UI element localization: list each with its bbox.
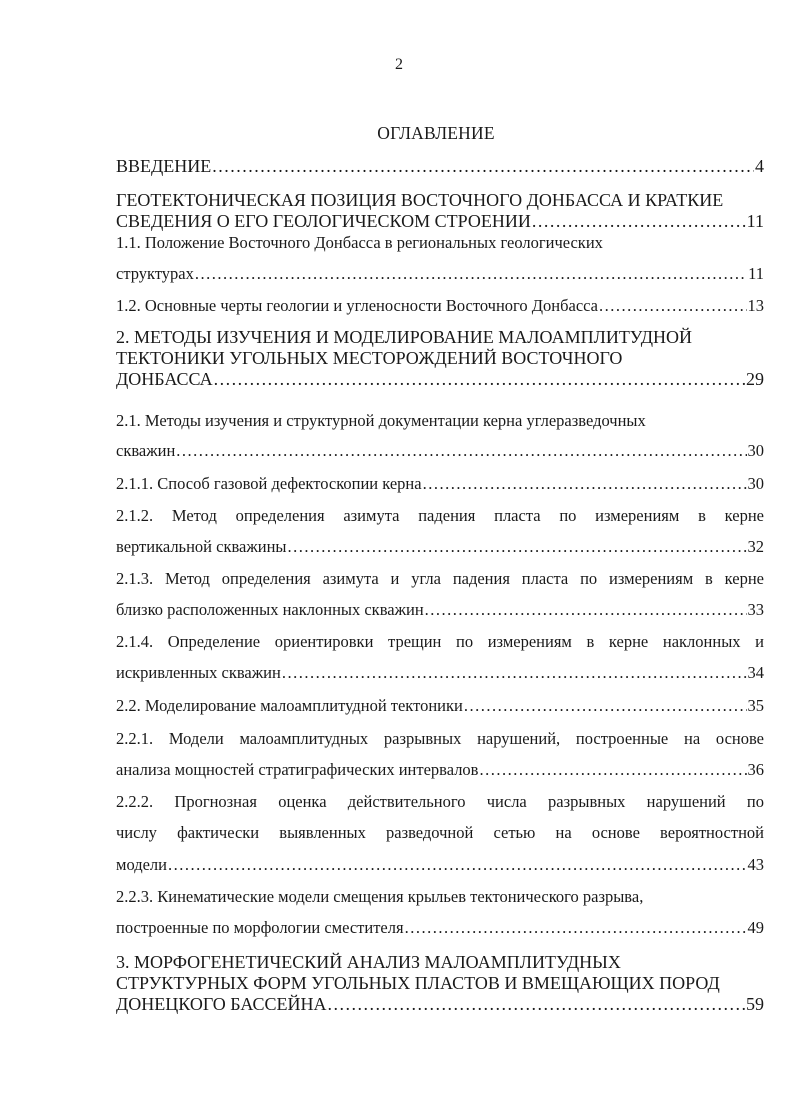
toc-entry-title: анализа мощностей стратиграфических интервалов	[116, 760, 479, 779]
toc-entry-page: 59	[746, 994, 764, 1014]
toc-entry-title: вертикальной скважины	[116, 537, 287, 556]
toc-leader-dots	[288, 537, 747, 557]
toc-title: ОГЛАВЛЕНИЕ	[377, 123, 495, 143]
toc-leader-dots	[464, 696, 747, 716]
toc-entry-2-1-1	[116, 474, 764, 494]
toc-entry-2-1-line1: 2.1. Методы изучения и структурной документации керна углеразведочных	[116, 411, 646, 430]
toc-entry-page: 34	[747, 663, 764, 682]
toc-entry-title: близко расположенных наклонных скважин	[116, 600, 424, 619]
toc-entry-1-1	[116, 264, 764, 284]
toc-entry-2-1-3	[116, 600, 764, 620]
toc-leader-dots	[212, 156, 754, 176]
toc-entry-2-1-2-line1	[116, 506, 764, 526]
toc-entry-title: модели	[116, 855, 167, 874]
toc-entry-title: 2.2. Моделирование малоамплитудной тектоники	[116, 696, 463, 715]
toc-entry-title: ВВЕДЕНИЕ	[116, 156, 212, 176]
toc-entry-2-2-2	[116, 855, 764, 875]
toc-entry-introduction	[116, 156, 764, 176]
toc-entry-2-2-3-line1: 2.2.3. Кинематические модели смещения крыльев тектонического разрыва,	[116, 887, 644, 906]
toc-entry-1-1-line1: 1.1. Положение Восточного Донбасса в региональных геологических	[116, 233, 603, 252]
toc-leader-dots	[168, 855, 747, 875]
toc-entry-title: СВЕДЕНИЯ О ЕГО ГЕОЛОГИЧЕСКОМ СТРОЕНИИ	[116, 211, 531, 231]
toc-entry-page: 11	[748, 264, 764, 283]
toc-entry-title: построенные по морфологии сместителя	[116, 918, 404, 937]
toc-leader-dots	[599, 296, 747, 316]
toc-entry-page: 30	[747, 441, 764, 460]
toc-entry-page: 49	[747, 918, 764, 937]
toc-entry-title: 2.1.1. Способ газовой дефектоскопии керна	[116, 474, 422, 493]
toc-entry-chapter-1	[116, 211, 764, 231]
toc-entry-2-2-1	[116, 760, 764, 780]
toc-entry-chapter-2-line2: ТЕКТОНИКИ УГОЛЬНЫХ МЕСТОРОЖДЕНИЙ ВОСТОЧНОГО	[116, 348, 623, 368]
toc-entry-2-1-2	[116, 537, 764, 557]
toc-entry-page: 30	[747, 474, 764, 493]
toc-entry-title: структурах	[116, 264, 194, 283]
toc-entry-2-2-2-line2	[116, 823, 764, 843]
toc-leader-dots	[423, 474, 747, 494]
toc-entry-2-2-1-line1	[116, 729, 764, 749]
toc-entry-2-1-3-line1	[116, 569, 764, 589]
toc-leader-dots	[176, 441, 746, 461]
toc-entry-2-1	[116, 441, 764, 461]
toc-leader-dots	[532, 211, 746, 231]
toc-entry-title: 1.2. Основные черты геологии и угленосности Восточного Донбасса	[116, 296, 598, 315]
page-number: 2	[395, 56, 403, 73]
toc-entry-page: 36	[747, 760, 764, 779]
toc-entry-chapter-2-line1: 2. МЕТОДЫ ИЗУЧЕНИЯ И МОДЕЛИРОВАНИЕ МАЛОАМПЛИТУДНОЙ	[116, 327, 693, 347]
toc-entry-page: 35	[747, 696, 764, 715]
toc-entry-2-1-4	[116, 663, 764, 683]
toc-entry-title: ДОНЕЦКОГО БАССЕЙНА	[116, 994, 327, 1014]
toc-entry-page: 43	[747, 855, 764, 874]
toc-entry-chapter-1-line1: ГЕОТЕКТОНИЧЕСКАЯ ПОЗИЦИЯ ВОСТОЧНОГО ДОНБАССА И КРАТКИЕ	[116, 190, 724, 210]
toc-entry-page: 29	[746, 369, 764, 389]
toc-leader-dots	[214, 369, 745, 389]
toc-leader-dots	[282, 663, 747, 683]
toc-entry-2-1-4-line1	[116, 632, 764, 652]
toc-entry-page: 4	[755, 156, 764, 176]
toc-entry-chapter-3	[116, 994, 764, 1014]
toc-leader-dots	[479, 760, 746, 780]
toc-entry-title-line: 2.2.1. Модели малоамплитудных разрывных нарушений, построенные на основе	[116, 729, 764, 748]
toc-leader-dots	[405, 918, 747, 938]
toc-entry-chapter-3-line1: 3. МОРФОГЕНЕТИЧЕСКИЙ АНАЛИЗ МАЛОАМПЛИТУДНЫХ	[116, 952, 621, 972]
toc-entry-page: 11	[746, 211, 764, 231]
toc-entry-2-2-3	[116, 918, 764, 938]
toc-leader-dots	[328, 994, 746, 1014]
toc-entry-title: искривленных скважин	[116, 663, 281, 682]
toc-entry-page: 33	[747, 600, 764, 619]
toc-entry-title-line: 2.1.3. Метод определения азимута и угла падения пласта по измерениям в керне	[116, 569, 764, 588]
toc-entry-title: скважин	[116, 441, 176, 460]
toc-entry-2-2	[116, 696, 764, 716]
toc-leader-dots	[425, 600, 747, 620]
toc-leader-dots	[195, 264, 747, 284]
toc-entry-2-2-2-line1	[116, 792, 764, 812]
toc-entry-chapter-3-line2: СТРУКТУРНЫХ ФОРМ УГОЛЬНЫХ ПЛАСТОВ И ВМЕЩАЮЩИХ ПОРОД	[116, 973, 720, 993]
toc-entry-title-line: 2.1.4. Определение ориентировки трещин по измерениям в керне наклонных и	[116, 632, 764, 651]
toc-entry-title: ДОНБАССА	[116, 369, 213, 389]
toc-entry-title-line: 2.1.2. Метод определения азимута падения пласта по измерениям в керне	[116, 506, 764, 525]
toc-entry-page: 13	[747, 296, 764, 315]
toc-entry-chapter-2	[116, 369, 764, 389]
toc-entry-title-line: 2.2.2. Прогнозная оценка действительного числа разрывных нарушений по	[116, 792, 764, 811]
toc-entry-1-2	[116, 296, 764, 316]
toc-entry-title-line: числу фактически выявленных разведочной сетью на основе вероятностной	[116, 823, 764, 842]
toc-entry-page: 32	[747, 537, 764, 556]
